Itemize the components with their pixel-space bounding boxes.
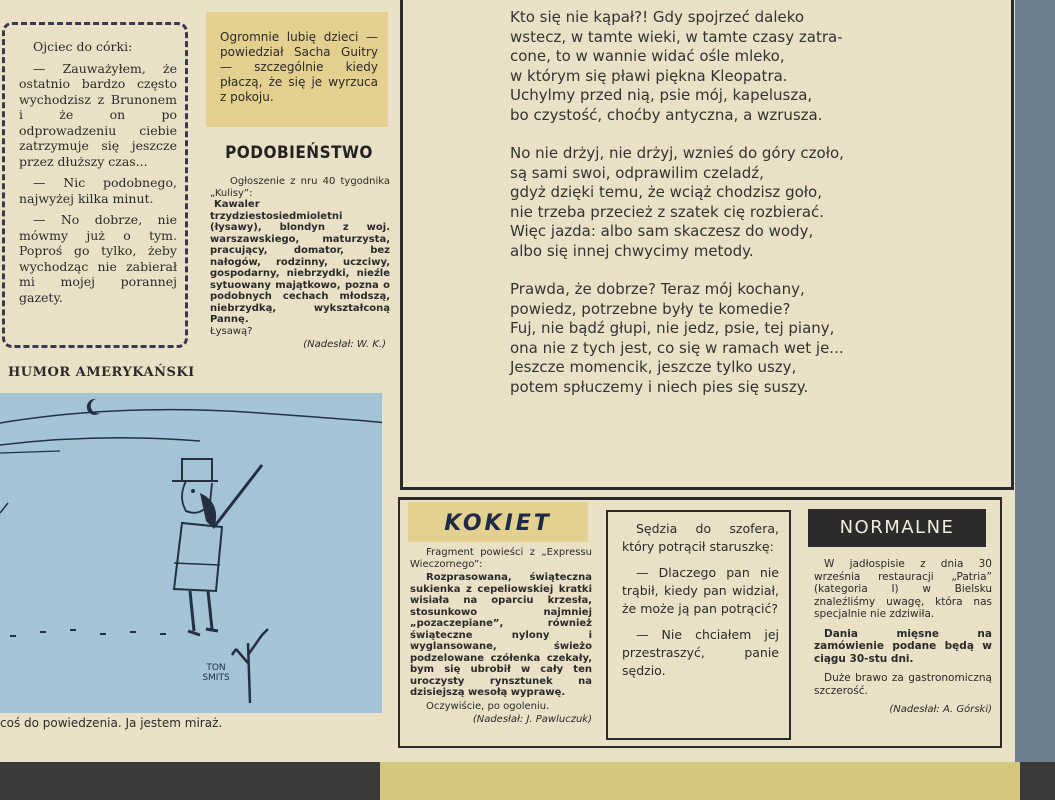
kokiet-sender: (Nadesłał: J. Pawluczuk) [472, 714, 592, 725]
poem-line: potem spłuczemy i niech pies się suszy. [510, 377, 809, 396]
quote-text: Ogromnie lubię dzieci — powiedział Sacha Guitry — szczególnie kiedy płaczą, że się je wyrzuca z pokoju. [220, 30, 378, 104]
poem-stanza-2 [510, 144, 1010, 261]
joke-paragraph: — Dlaczego pan nie trąbił, kiedy pan widział, że może ją pan potrącić? [622, 565, 779, 616]
poem-line: Więc jazda: albo sam skaczesz do wody, [510, 222, 814, 240]
poem-line: w którym się pławi piękna Kleopatra. [510, 66, 788, 85]
joke-box-father-daughter [2, 22, 188, 348]
poem-line: wstecz, w tamte wieki, w tamte czasy zatra- [510, 27, 843, 46]
bottom-yellow-band [380, 762, 1020, 800]
joke-paragraph: — Nie chciałem jej przestraszyć, panie sędzio. [622, 627, 779, 678]
podobienstwo-question: Łysawą? [210, 325, 253, 337]
normalne-intro: W jadłospisie z dnia 30 września restauracji „Patria” (kategoria I) w Bielsku znaleźliśmy uwagę, która nas specjalnie nie zdziwiła. [814, 558, 992, 620]
kokiet-excerpt: Rozprasowana, świąteczna sukienka z cepeliowskiej kratki wisiała na oparciu krzesła, stosunkowo najmniej „pozaczepiane”, również świąteczne nylony i wyglansowane, świeżo podzelowane czółenka czekały, bym się ubrobił w cały ten uroczysty rynsztunek na dzisiejszą wesołą wyprawę. [410, 572, 592, 698]
podobienstwo-ad: Kawaler trzydziestosiedmioletni (łysawy), blondyn z woj. warszawskiego, maturzysta, pracujący, domator, bez nałogów, rodzinny, uczciwy, gospodarny, niebrzydki, nieźle sytuowany majątkowo, pozna o podobnych cechach młodszą, niebrzydką, wykształconą Pannę. [210, 199, 390, 325]
poem-line: nie trzeba przecież z szatek cię rozbierać. [510, 202, 825, 221]
poem-line: są sami swoi, odprawilim czeladź, [510, 163, 764, 182]
joke-paragraph: — Nic podobnego, najwyżej kilka minut. [19, 175, 177, 206]
podobienstwo-sender: (Nadesłał: W. K.) [303, 339, 386, 350]
kokiet-article [410, 547, 592, 726]
poem-line: Fuj, nie bądź głupi, nie jedz, psie, tej piany, [510, 319, 835, 337]
poem-line: bo czystość, choćby antyczna, a wzrusza. [510, 105, 823, 124]
poem-line: Prawda, że dobrze? Teraz mój kochany, [510, 280, 805, 298]
humor-title: HUMOR AMERYKAŃSKI [8, 365, 195, 380]
joke-paragraph: — No dobrze, nie mówmy już o tym. Poproś go tylko, żeby wychodząc nie zabierał mi mojej porannej gazety. [19, 212, 177, 305]
joke-paragraph: Sędzia do szofera, który potrącił staruszkę: [622, 521, 779, 554]
poem-stanza-1 [510, 8, 1010, 125]
joke-box-judge [606, 510, 791, 740]
podobienstwo-title: PODOBIEŃSTWO [225, 143, 373, 163]
podobienstwo-article [210, 176, 390, 351]
normalne-title: NORMALNE [808, 509, 986, 547]
kokiet-title: KOKIET [444, 511, 552, 536]
poem-line: powiedz, potrzebne były te komedie? [510, 299, 791, 318]
normalne-article [814, 558, 992, 724]
kokiet-intro: Fragment powieści z „Expressu Wieczornego”: [410, 547, 592, 570]
normalne-notice: Dania mięsne na zamówienie podane będą w ciągu 30-stu dni. [814, 627, 992, 665]
poem-line: cone, to w wannie widać ośle mleko, [510, 47, 785, 65]
poem-line: ona nie z tych jest, co się w ramach wet je... [510, 338, 844, 357]
cartoon-caption: coś do powiedzenia. Ja jestem miraż. [0, 716, 223, 730]
poem-line: Uchylmy przed nią, psie mój, kapelusza, [510, 86, 813, 104]
poem-line: Kto się nie kąpał?! Gdy spojrzeć daleko [510, 8, 805, 26]
cartoon-drawing [0, 393, 382, 713]
poem-line: gdyż dzięki temu, że wciąż chodzisz goło, [510, 183, 822, 201]
kokiet-header [408, 502, 588, 542]
artist-signature: TON SMITS [202, 663, 230, 683]
normalne-sender: (Nadesłał: A. Górski) [889, 704, 992, 715]
kokiet-comment: Oczywiście, po ogoleniu. [426, 700, 550, 712]
poem-line: No nie drżyj, nie drżyj, wznieś do góry czoło, [510, 144, 844, 162]
page-edge-strip [1015, 0, 1055, 800]
joke-paragraph: — Zauważyłem, że ostatnio bardzo często wychodzisz z Brunonem i że on po odprowadzeniu ciebie zatrzymuje się jeszcze przez dłuższy czas... [19, 60, 177, 169]
poem-line: albo się innej chwycimy metody. [510, 241, 754, 260]
joke-paragraph: Ojciec do córki: [33, 39, 133, 54]
poem [510, 8, 1010, 416]
podobienstwo-intro: Ogłoszenie z nru 40 tygodnika „Kulisy”: [210, 176, 390, 199]
cartoon-illustration [0, 393, 382, 713]
quote-box-sacha-guitry [206, 12, 388, 127]
normalne-comment: Duże brawo za gastronomiczną szczerość. [814, 672, 992, 697]
poem-stanza-3 [510, 280, 1010, 397]
poem-line: Jeszcze momencik, jeszcze tylko uszy, [510, 358, 797, 376]
